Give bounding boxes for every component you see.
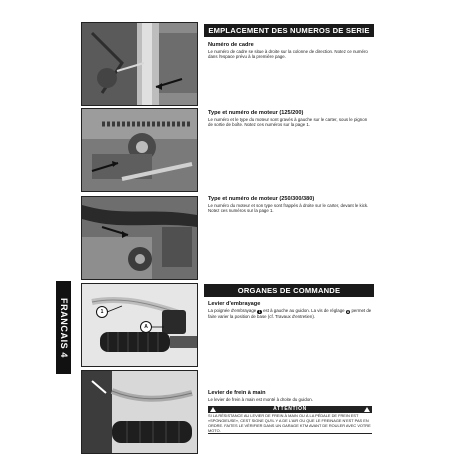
- serial-numbers-header: EMPLACEMENT DES NUMEROS DE SERIE: [204, 24, 374, 37]
- page-number: 4: [58, 351, 69, 358]
- warning-triangle-icon: [210, 407, 216, 412]
- warning-label: ATTENTION: [273, 406, 307, 412]
- warning-text: SI LA RÉSISTANCE AU LEVIER DE FREIN À MAIN OU À LA PÉDALE DE FREIN EST «SPONGIEUSE», CEST SIGNE QU'IL Y A DE L'AIR OU QUE LE FREINAGE N'EST PAS EN ORDRE. FAITES LE VÉRIFIER DANS UN GARAGE KTM AVANT DE ROULER AVEC VOTRE MOTO.: [208, 413, 371, 433]
- brake-lever-text: Le levier de frein à main est monté à droite du guidon.: [208, 397, 313, 402]
- engine-125-200-text: Le numéro et le type du moteur sont gravés à gauche sur le carter, sous le pignon de sortie de boîte. Notez ces numéros sur la page 1.: [208, 117, 368, 128]
- controls-header: ORGANES DE COMMANDE: [204, 284, 374, 297]
- clutch-lever-text: La poignée d'embrayage 1 est à gauche au guidon. La vis de réglage A permet de faire varier la position de base (cf. Travaux d'entretien).: [208, 308, 372, 319]
- frame-number-heading: Numéro de cadre: [208, 42, 254, 48]
- engine-250-380-heading: Type et numéro de moteur (250/300/380): [208, 196, 315, 202]
- engine-250-380-text: Le numéro du moteur et son type sont frappés à droite sur le carter, devant le kick. Notez ces numéros sur la page 1.: [208, 203, 369, 214]
- adjust-marker-a: A: [346, 309, 350, 314]
- language-label: FRANCAIS 4: [58, 297, 69, 358]
- photo-engine-number-125-200: [81, 108, 198, 192]
- brake-lever-heading: Levier de frein à main: [208, 390, 266, 396]
- language-side-tab: [56, 281, 71, 374]
- photo-brake-lever: [81, 370, 198, 454]
- frame-number-text: Le numéro de cadre se situe à droite sur la colonne de direction. Notez ce numéro dans l'espace prévu à la première page.: [208, 49, 368, 60]
- photo-frame-number: [81, 22, 198, 106]
- photo-clutch-lever: [81, 283, 198, 367]
- clutch-marker-1: 1: [258, 309, 261, 314]
- warning-banner: [208, 406, 372, 413]
- photo-engine-number-250-380: [81, 196, 198, 280]
- warning-triangle-icon: [364, 407, 370, 412]
- clutch-lever-heading: Levier d'embrayage: [208, 301, 261, 307]
- engine-125-200-heading: Type et numéro de moteur (125/200): [208, 110, 304, 116]
- clutch-lever-marker: 1: [100, 309, 104, 315]
- warning-divider: [208, 433, 372, 434]
- adjust-screw-marker: A: [144, 324, 148, 330]
